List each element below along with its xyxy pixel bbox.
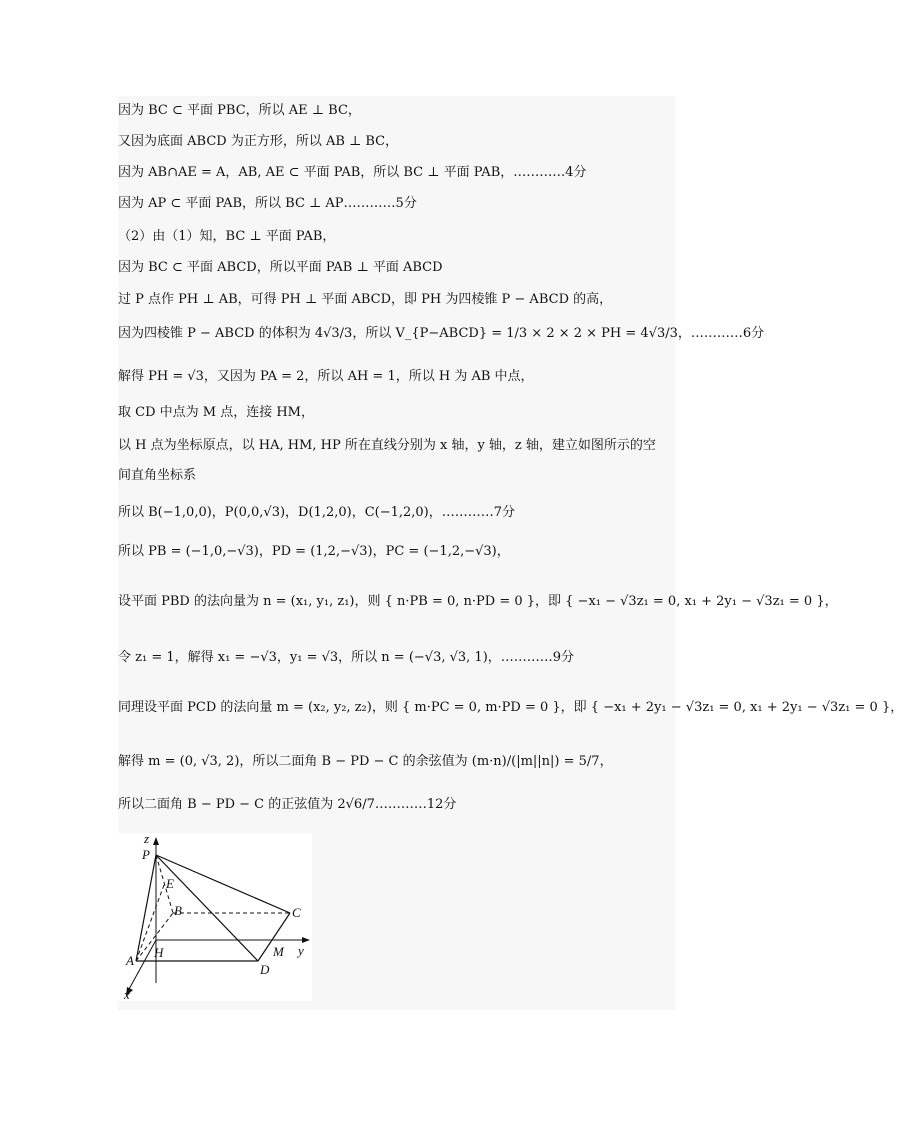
label-M: M	[273, 944, 284, 959]
text-line-16: 令 z₁ = 1，解得 x₁ = −√3，y₁ = √3，所以 n = (−√3, √3, 1)，…………9分	[118, 650, 575, 665]
text-line-5: （2）由（1）知，BC ⊥ 平面 PAB，	[118, 229, 336, 244]
text-line-12: 间直角坐标系	[118, 468, 197, 483]
text-line-8: 因为四棱锥 P − ABCD 的体积为 4√3/3，所以 V_{P−ABCD} = 1/3 × 2 × 2 × PH = 4√3/3，…………6分	[118, 326, 765, 341]
text-line-7: 过 P 点作 PH ⊥ AB，可得 PH ⊥ 平面 ABCD，即 PH 为四棱锥 P − ABCD 的高，	[118, 292, 613, 307]
label-A: A	[126, 953, 134, 968]
text-line-4: 因为 AP ⊂ 平面 PAB，所以 BC ⊥ AP…………5分	[118, 196, 417, 211]
label-H: H	[154, 945, 164, 960]
text-line-17: 同理设平面 PCD 的法向量 m = (x₂, y₂, z₂)，则 { m·PC = 0, m·PD = 0 }，即 { −x₁ + 2y₁ − √3z₁ = 0, x₁ + 2y₁ − √3z₁ = 0 }，	[118, 700, 903, 715]
pyramid-diagram	[118, 833, 312, 1001]
text-line-11: 以 H 点为坐标原点，以 HA, HM, HP 所在直线分别为 x 轴，y 轴，z 轴，建立如图所示的空	[118, 438, 656, 453]
text-line-18: 解得 m = (0, √3, 2)，所以二面角 B − PD − C 的余弦值为 (m·n)/(|m||n|) = 5/7，	[118, 754, 613, 769]
label-C: C	[292, 905, 301, 920]
z-axis-arrow	[153, 837, 159, 845]
label-B: B	[174, 903, 182, 918]
text-line-2: 又因为底面 ABCD 为正方形，所以 AB ⊥ BC，	[118, 134, 399, 149]
solution-panel	[118, 96, 903, 1010]
label-x: x	[124, 987, 130, 1002]
text-line-14: 所以 PB = (−1,0,−√3)，PD = (1,2,−√3)，PC = (−1,2,−√3)，	[118, 544, 510, 559]
text-line-15: 设平面 PBD 的法向量为 n = (x₁, y₁, z₁)，则 { n·PB = 0, n·PD = 0 }，即 { −x₁ − √3z₁ = 0, x₁ + 2y₁ − √3z₁ = 0 }，	[118, 594, 838, 609]
label-z: z	[144, 831, 150, 846]
text-line-9: 解得 PH = √3，又因为 PA = 2，所以 AH = 1，所以 H 为 AB 中点，	[118, 369, 534, 384]
edge-PD	[156, 855, 258, 961]
label-P: P	[142, 847, 150, 862]
text-line-10: 取 CD 中点为 M 点，连接 HM，	[118, 405, 314, 420]
text-line-19: 所以二面角 B − PD − C 的正弦值为 2√6/7…………12分	[118, 797, 457, 812]
label-D: D	[260, 962, 270, 977]
text-line-13: 所以 B(−1,0,0)，P(0,0,√3)，D(1,2,0)，C(−1,2,0)，…………7分	[118, 505, 516, 520]
pyramid-coordinate-figure	[118, 833, 312, 1001]
text-line-6: 因为 BC ⊂ 平面 ABCD，所以平面 PAB ⊥ 平面 ABCD	[118, 260, 443, 275]
text-line-1: 因为 BC ⊂ 平面 PBC，所以 AE ⊥ BC，	[118, 103, 361, 118]
label-E: E	[166, 876, 174, 891]
label-y: y	[298, 943, 304, 958]
text-line-3: 因为 AB∩AE = A，AB, AE ⊂ 平面 PAB，所以 BC ⊥ 平面 PAB，…………4分	[118, 165, 587, 180]
